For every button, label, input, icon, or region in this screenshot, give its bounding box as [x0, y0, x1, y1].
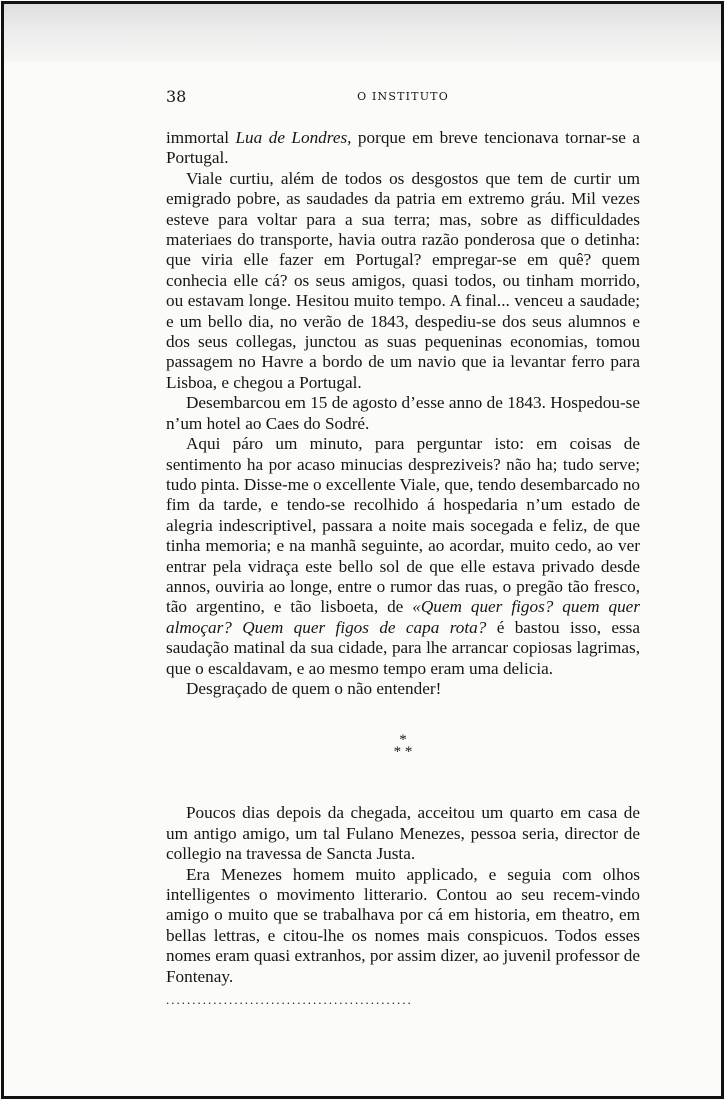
running-title: O INSTITUTO — [357, 90, 449, 103]
paragraph-7: Era Menezes homem muito applicado, e seguia com olhos intelligentes o movimento litterario. Contou ao seu recem-vindo amigo o muito que se trabalhava por cá em historia, em theatro, em bellas lettras, e citou-lhe os nomes mais conspicuos. Todos esses nomes eram quasi extranhos, por assim dizer, ao juvenil professor de Fontenay. — [166, 864, 640, 986]
section-break-asterism — [166, 732, 640, 761]
paragraph-1 — [166, 128, 640, 169]
body-text — [166, 128, 640, 1009]
paragraph-4-text-b: é bastou isso, essa saudação matinal da sua cidade, para lhe arrancar copiosas lagrimas, que o escaldavam, e ao mesmo tempo eram uma delicia. — [166, 617, 640, 678]
page-number: 38 — [166, 87, 187, 106]
paragraph-4 — [166, 434, 640, 679]
paragraph-4-italic-quote: «Quem quer figos? quem quer almoçar? Quem quer figos de capa rota? — [166, 597, 641, 637]
paragraph-2: Viale curtiu, além de todos os desgostos que tem de curtir um emigrado pobre, as saudades da patria em extremo gráu. Mil vezes esteve para voltar para a sua terra; mas, sobre as difficuldades materiaes do transporte, havia outra razão ponderosa que o detinha: que viria elle fazer em Portugal? empregar-se em quê? quem conhecia elle cá? os seus amigos, quasi todos, ou tinham morrido, ou estavam longe. Hesitou muito tempo. A final... venceu a saudade; e um bello dia, no verão de 1843, despediu-se dos seus alumnos e dos seus collegas, junctou as suas pequeninas economias, tomou passagem no Havre a bordo de um navio que ia levantar ferro para Lisboa, e chegou a Portugal. — [166, 168, 640, 392]
asterism-bottom-stars: * * — [393, 744, 413, 761]
asterism-top-star: * — [399, 732, 407, 749]
paragraph-6: Poucos dias depois da chegada, acceitou um quarto em casa de um antigo amigo, um tal Fulano Menezes, pessoa seria, director de collegio na travessa de Sancta Justa. — [166, 803, 640, 864]
scan-top-shadow — [4, 4, 721, 62]
paragraph-1-text-a: immortal — [166, 128, 236, 147]
paragraph-5: Desgraçado de quem o não entender! — [186, 678, 442, 698]
paragraph-1-italic-title: Lua de Londres, — [235, 128, 352, 147]
paragraph-4-text-a: Aqui páro um minuto, para perguntar isto: em coisas de sentimento ha por acaso minucias despreziveis? não ha; tudo serve; tudo pinta. Disse-me o excellente Viale, que, tendo desembarcado no fim da tarde, e tendo-se recolhido á hospedaria n’um estado de alegria indescriptivel, passara a noite mais socegada e feliz, de que tinha memoria; e na manhã seguinte, ao acordar, muito cedo, ao ver entrar pela vidraça este bello sol de que elle estava privado desde annos, ouviria ao longe, entre o rumor das ruas, o pregão tão fresco, tão argentino, e tão lisboeta, de — [166, 434, 641, 617]
page-header — [166, 87, 640, 111]
paragraph-3: Desembarcou em 15 de agosto d’esse anno de 1843. Hospedou-se n’um hotel ao Caes do Sodré. — [166, 393, 640, 433]
paragraph-1-text-b: porque em breve tencionava tornar-se a Portugal. — [166, 128, 640, 168]
ellipsis-line: ............................................... — [166, 992, 413, 1008]
